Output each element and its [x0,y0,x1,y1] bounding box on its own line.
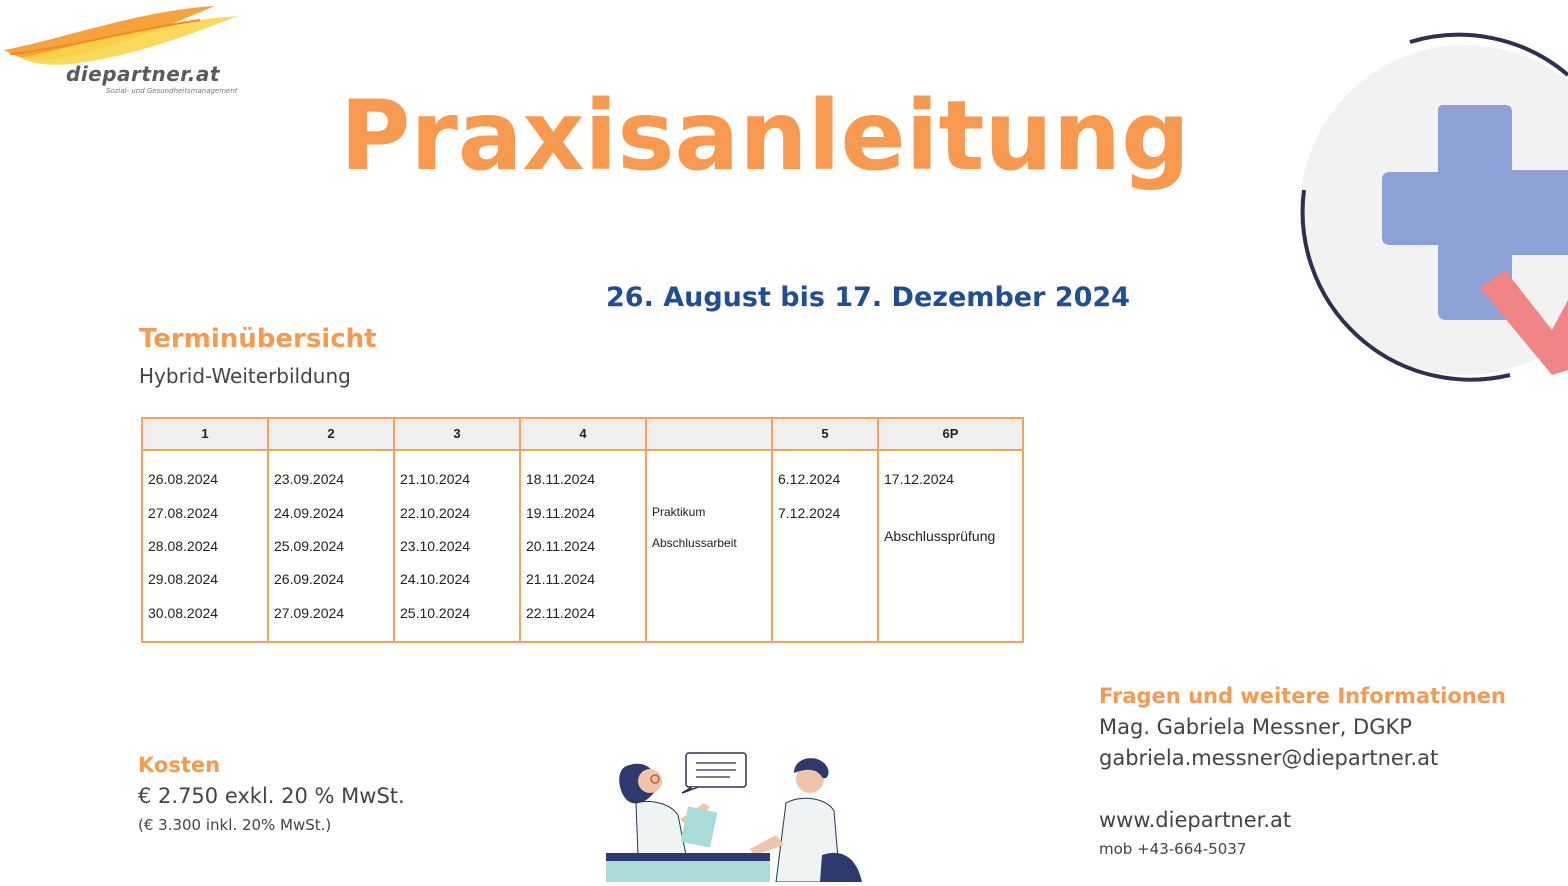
table-column [879,419,1022,641]
table-column [773,419,879,641]
column-header: 5 [821,426,829,441]
table-cell: 24.09.2024 [274,505,345,521]
logo-wordmark: diepartner.at [66,62,220,86]
table-cell: 26.09.2024 [274,571,345,587]
table-cell: 19.11.2024 [526,505,596,521]
table-cell: 27.08.2024 [148,505,219,521]
logo-tagline: Sozial- und Gesundheitsmanagement [106,87,238,95]
table-cell: 22.10.2024 [400,505,471,521]
table-cell: 25.10.2024 [400,605,471,621]
table-cell: Abschlussarbeit [652,536,737,550]
website-link[interactable]: www.diepartner.at [1099,808,1292,832]
table-cell: 23.09.2024 [274,471,345,487]
table-cell: 22.11.2024 [526,605,596,621]
column-header: 3 [453,426,461,441]
table-column [143,419,269,641]
overview-subheading: Hybrid-Weiterbildung [139,364,351,388]
table-cell: 29.08.2024 [148,571,219,587]
table-cell: 7.12.2024 [778,505,841,521]
table-cell: 18.11.2024 [526,471,596,487]
contact-name: Mag. Gabriela Messner, DGKP [1099,715,1412,739]
table-cell: 6.12.2024 [778,471,841,487]
column-header: 6P [942,426,959,441]
table-cell: 30.08.2024 [148,605,219,621]
table-column [269,419,395,641]
column-header: 2 [327,426,335,441]
costs-price: € 2.750 exkl. 20 % MwSt. [138,784,405,808]
costs-note: (€ 3.300 inkl. 20% MwSt.) [138,816,332,834]
column-header: 4 [579,426,587,441]
table-cell: Praktikum [652,505,706,519]
overview-heading: Terminübersicht [139,324,377,354]
table-cell: 25.09.2024 [274,538,345,554]
contact-heading: Fragen und weitere Informationen [1099,684,1506,708]
table-cell: 21.11.2024 [526,571,596,587]
table-column [395,419,521,641]
contact-phone: mob +43-664-5037 [1099,840,1247,858]
table-column [647,419,773,641]
date-range: 26. August bis 17. Dezember 2024 [606,282,1130,313]
table-cell: 24.10.2024 [400,571,471,587]
consultation-illustration [600,745,870,882]
column-header: 1 [201,426,209,441]
table-column [521,419,647,641]
table-cell: 28.08.2024 [148,538,219,554]
table-cell: 26.08.2024 [148,471,219,487]
table-cell: 20.11.2024 [526,538,596,554]
table-cell: Abschlussprüfung [884,528,996,544]
table-cell: 17.12.2024 [884,471,955,487]
table-cell: 27.09.2024 [274,605,345,621]
contact-email-link[interactable]: gabriela.messner@diepartner.at [1099,746,1439,770]
schedule-table [141,417,1024,643]
medical-cross-icon [1290,30,1568,400]
table-cell: 21.10.2024 [400,471,471,487]
costs-heading: Kosten [138,753,221,777]
table-cell: 23.10.2024 [400,538,471,554]
page-title: Praxisanleitung [340,80,1190,192]
